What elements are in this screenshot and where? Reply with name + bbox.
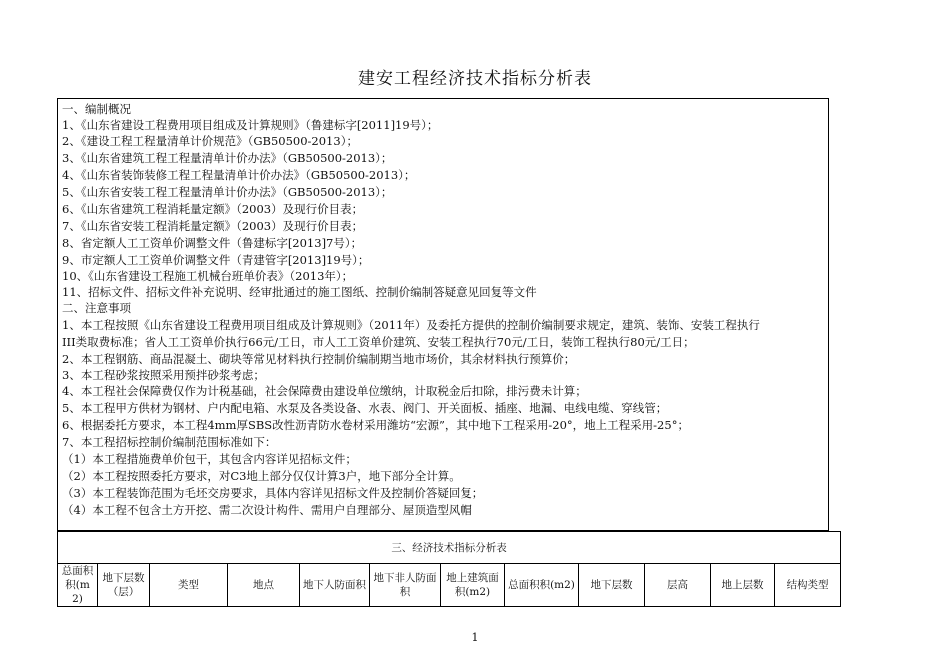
table-heading: 三、经济技术指标分析表 [58,532,841,564]
note-line: 6、《山东省建筑工程消耗量定额》（2003）及现行价目表； [62,202,364,216]
column-header: 结构类型 [775,564,841,607]
note-line: 2、《建设工程工程量清单计价规范》（GB50500-2013）； [62,134,358,148]
note-line: 3、本工程砂浆按照采用预拌砂浆考虑； [62,368,265,382]
column-header: 类型 [150,564,228,607]
note-line: 1、本工程按照《山东省建设工程费用项目组成及计算规则》（2011年）及委托方提供的控制价编制要求规定，建筑、装饰、安装工程执行 [62,318,760,332]
note-line: （4）本工程不包含土方开挖、需二次设计构件、需用户自理部分、屋顶造型风帽 [62,503,472,517]
section-heading-notes: 二、注意事项 [62,301,131,315]
note-line: 7、《山东省安装工程消耗量定额》（2003）及现行价目表； [62,219,364,233]
column-header: 地上建筑面积(m2) [441,564,505,607]
note-line: 5、《山东省安装工程工程量清单计价办法》（GB50500-2013）； [62,185,393,199]
note-line: 7、本工程招标控制价编制范围标准如下： [62,435,277,449]
column-header: 地下层数 [579,564,645,607]
note-line: 8、省定额人工工资单价调整文件（鲁建标字[2013]7号）； [62,236,363,250]
column-header: 地下非人防面积 [370,564,441,607]
note-line: 4、本工程社会保障费仅作为计税基础，社会保障费由建设单位缴纳，计取税金后扣除，排污费未计算； [62,384,587,398]
column-header: 地点 [228,564,300,607]
note-line: 2、本工程钢筋、商品混凝土、砌块等常见材料执行控制价编制期当地市场价，其余材料执行预算价； [62,352,576,366]
notes-section [57,98,829,531]
note-line: III类取费标准；省人工工资单价执行66元/工日，市人工工资单价建筑、安装工程执行70元/工日，装饰工程执行80元/工日； [62,335,695,349]
note-line: 5、本工程甲方供材为钢材、户内配电箱、水泵及各类设备、水表、阀门、开关面板、插座、地漏、电线电缆、穿线管； [62,401,668,415]
note-line: （1）本工程措施费单价包干，其包含内容详见招标文件； [62,452,357,466]
indicator-table [57,531,829,607]
note-line: 10、《山东省建设工程施工机械台班单价表》（2013年）； [62,269,354,283]
column-header: 地下层数（层） [98,564,150,607]
note-line: （2）本工程按照委托方要求，对C3地上部分仅仅计算3户，地下部分全计算。 [62,469,461,483]
column-header: 总面积积(m2) [58,564,98,607]
column-header: 地下人防面积 [300,564,370,607]
column-header: 地上层数 [711,564,775,607]
note-line: （3）本工程装饰范围为毛坯交房要求，具体内容详见招标文件及控制价答疑回复； [62,486,484,500]
note-line: 11、招标文件、招标文件补充说明、经审批通过的施工图纸、控制价编制答疑意见回复等文件 [62,285,537,299]
column-header: 总面积积(m2) [505,564,579,607]
note-line: 4、《山东省装饰装修工程工程量清单计价办法》（GB50500-2013）； [62,168,416,182]
page-title: 建安工程经济技术指标分析表 [358,69,592,89]
note-line: 9、市定额人工工资单价调整文件（青建管字[2013]19号）； [62,253,370,267]
section-heading-overview: 一、编制概况 [62,102,131,116]
column-header: 层高 [645,564,711,607]
note-line: 6、根据委托方要求，本工程4mm厚SBS改性沥青防水卷材采用潍坊“宏源”，其中地下工程采用-20°，地上工程采用-25°； [62,418,689,432]
note-line: 3、《山东省建筑工程工程量清单计价办法》（GB50500-2013）； [62,151,393,165]
note-line: 1、《山东省建设工程费用项目组成及计算规则》（鲁建标字[2011]19号）； [62,118,439,132]
page-number: 1 [471,631,479,644]
